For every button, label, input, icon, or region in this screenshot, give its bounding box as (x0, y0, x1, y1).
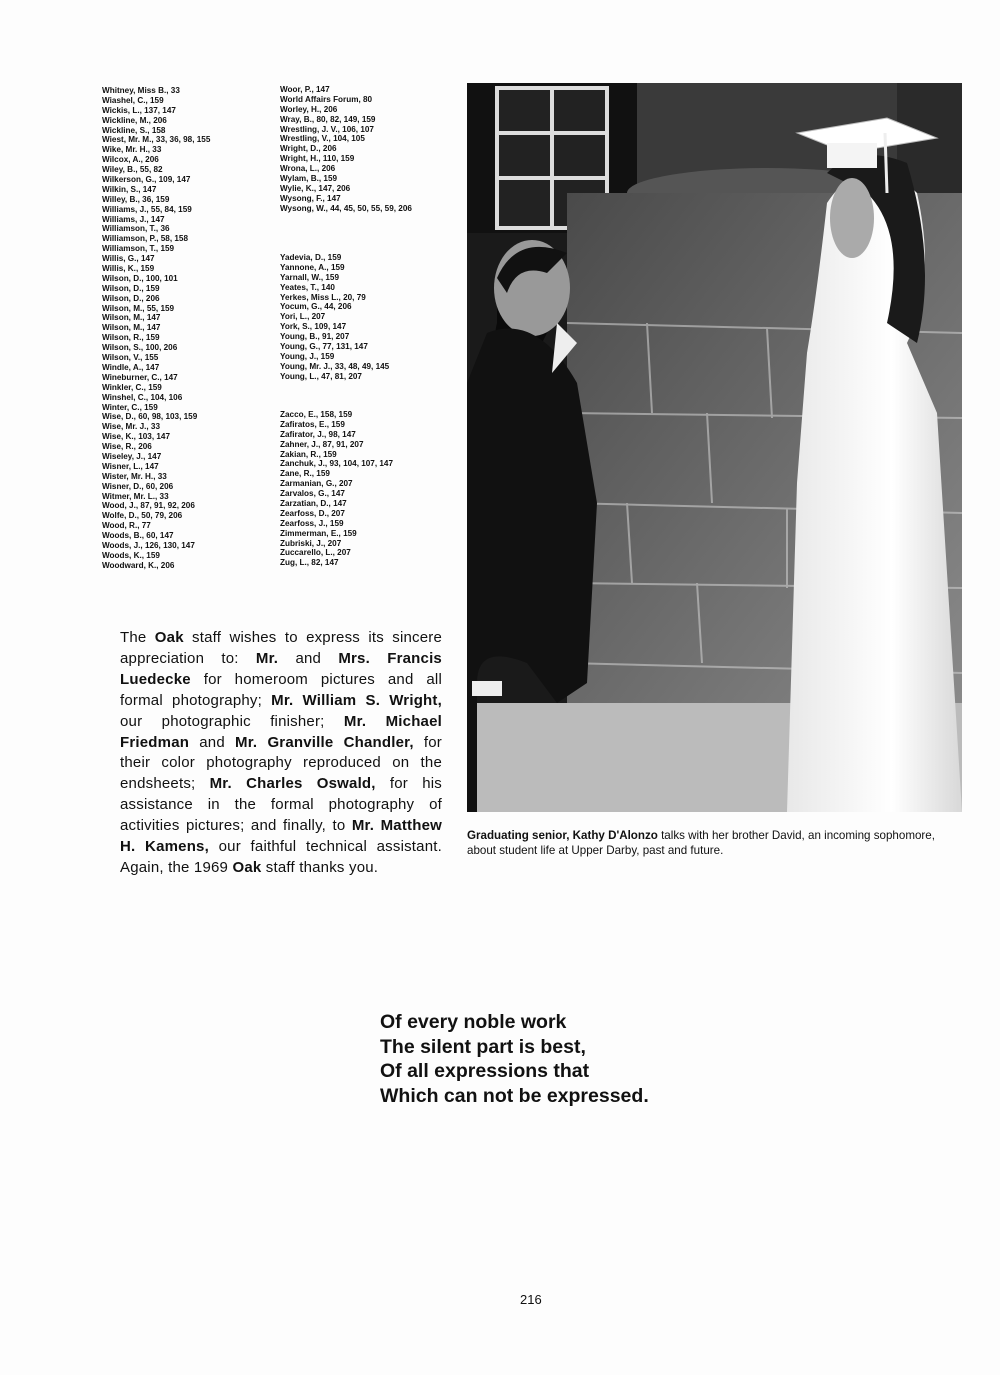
index-entry: Zafiratos, E., 159 (280, 418, 345, 429)
page-number: 216 (520, 1292, 542, 1307)
index-entry: Wood, J., 87, 91, 92, 206 (102, 500, 195, 511)
index-entry: Worley, H., 206 (280, 103, 338, 114)
index-entry: Wilson, M., 147 (102, 322, 161, 333)
index-entry: Wrestling, J. V., 106, 107 (280, 123, 374, 134)
acknowledgement-text: for their color photography reproduced on the endsheets; (120, 733, 442, 793)
acknowledged-name: Mrs. Francis Luedecke (120, 649, 442, 688)
index-entry: Wrona, L., 206 (280, 163, 336, 174)
index-entry: Young, J., 159 (280, 350, 335, 361)
index-entry: Wilson, D., 206 (102, 292, 160, 303)
index-entry: Zarzatian, D., 147 (280, 498, 347, 509)
index-entry: Young, G., 77, 131, 147 (280, 341, 368, 352)
index-entry: Whitney, Miss B., 33 (102, 85, 180, 95)
acknowledgement-text: The (120, 629, 155, 646)
acknowledgement-text: staff thanks you. (261, 858, 379, 876)
acknowledged-name: Mr. Michael Friedman (120, 712, 443, 751)
acknowledgement-text: our faithful technical assistant. Again, the 1969 (120, 838, 442, 876)
index-entry: Zarmanian, G., 207 (280, 478, 353, 489)
acknowledgement-paragraph (120, 628, 442, 879)
acknowledged-name: Mr. Matthew H. Kamens, (120, 817, 442, 856)
index-entry: Young, B., 91, 207 (280, 331, 350, 342)
index-entry: Zubriski, J., 207 (280, 537, 342, 548)
index-entry: Williams, J., 55, 84, 159 (102, 203, 192, 214)
index-entry: Zane, R., 159 (280, 468, 330, 479)
index-entry: Wise, K., 103, 147 (102, 431, 171, 442)
index-entry: Wright, D., 206 (280, 143, 337, 154)
index-entry: Williamson, P., 58, 158 (102, 233, 189, 244)
index-entry: Wilson, R., 159 (102, 332, 160, 343)
index-entry: Zuccarello, L., 207 (280, 547, 351, 558)
index-entry: Zimmerman, E., 159 (280, 527, 357, 538)
index-column-2-y (280, 253, 389, 382)
index-entry: Wylam, B., 159 (280, 173, 338, 184)
index-entry: Wilkerson, G., 109, 147 (102, 174, 191, 185)
index-entry: Windle, A., 147 (102, 361, 160, 372)
index-entry: Wise, R., 206 (102, 441, 152, 452)
index-entry: York, S., 109, 147 (280, 321, 347, 332)
index-entry: Wisner, D., 60, 206 (102, 480, 174, 491)
index-entry: Young, Mr. J., 33, 48, 49, 145 (280, 360, 390, 371)
photo-caption (467, 828, 967, 858)
acknowledgement-text: for homeroom pictures and all formal photography; (120, 670, 442, 709)
index-entry: Yori, L., 207 (280, 311, 326, 322)
index-entry: World Affairs Forum, 80 (280, 93, 373, 104)
index-entry: Wickline, S., 158 (102, 124, 166, 135)
index-entry: Williamson, T., 159 (102, 243, 175, 254)
index-entry: Williams, J., 147 (102, 213, 165, 224)
index-entry: Wylie, K., 147, 206 (280, 182, 351, 193)
index-entry: Zakian, R., 159 (280, 448, 337, 459)
index-entry: Zafirator, J., 98, 147 (280, 428, 356, 439)
poem (380, 1010, 649, 1108)
poem-line: Of every noble work (380, 1011, 567, 1033)
index-column-2-w (280, 85, 412, 214)
index-entry: Wilson, D., 159 (102, 282, 160, 293)
index-entry: Witmer, Mr. L., 33 (102, 490, 169, 501)
acknowledgement-text: and (278, 649, 339, 667)
index-entry: Yerkes, Miss L., 20, 79 (280, 291, 366, 302)
index-entry: Wright, H., 110, 159 (280, 153, 355, 164)
caption-text: talks with her brother David, an incoming sophomore, about student life at Upper Darby, past and future. (467, 829, 935, 857)
index-entry: Woods, B., 60, 147 (102, 530, 174, 541)
acknowledged-name: Oak (154, 629, 184, 646)
acknowledged-name: Mr. Charles Oswald, (209, 775, 376, 793)
acknowledged-name: Mr. William S. Wright, (271, 691, 442, 709)
index-entry: Woods, J., 126, 130, 147 (102, 539, 195, 550)
index-entry: Wike, Mr. H., 33 (102, 144, 162, 155)
index-entry: Yadevia, D., 159 (280, 252, 342, 262)
index-entry: Zearfoss, J., 159 (280, 517, 344, 528)
index-entry: Wolfe, D., 50, 79, 206 (102, 510, 183, 521)
index-entry: Williamson, T., 36 (102, 223, 170, 234)
acknowledged-name: Oak (232, 858, 262, 876)
index-entry: Yeates, T., 140 (280, 281, 335, 292)
caption-bold: Graduating senior, Kathy D'Alonzo (467, 829, 658, 842)
index-entry: Willis, G., 147 (102, 253, 155, 264)
acknowledgement-text: for his assistance in the formal photography of activities pictures; and finally, to (120, 775, 442, 835)
index-entry: Zearfoss, D., 207 (280, 507, 345, 518)
index-entry: Willey, B., 36, 159 (102, 193, 170, 204)
index-entry: Young, L., 47, 81, 207 (280, 370, 362, 381)
index-entry: Wrestling, V., 104, 105 (280, 133, 365, 144)
index-entry: Wilson, M., 55, 159 (102, 302, 175, 313)
index-entry: Woods, K., 159 (102, 549, 160, 560)
index-entry: Winkler, C., 159 (102, 381, 162, 392)
index-column-1 (102, 86, 210, 571)
poem-line: The silent part is best, (380, 1035, 586, 1058)
acknowledged-name: Mr. (255, 649, 279, 667)
graduation-photo (467, 83, 962, 812)
poem-line: Of all expressions that (380, 1060, 590, 1082)
index-entry: Wilson, D., 100, 101 (102, 272, 178, 283)
index-entry: Wiashel, C., 159 (102, 94, 164, 105)
index-entry: Wiest, Mr. M., 33, 36, 98, 155 (102, 134, 211, 145)
acknowledgement-text: staff wishes to express its sincere appreciation to: (120, 629, 442, 667)
poem-line: Which can not be expressed. (380, 1084, 649, 1107)
index-entry: Zug, L., 82, 147 (280, 557, 339, 568)
index-entry: Wray, B., 80, 82, 149, 159 (280, 113, 376, 124)
index-entry: Wise, Mr. J., 33 (102, 421, 161, 432)
index-entry: Yarnall, W., 159 (280, 271, 340, 282)
index-entry: Wiley, B., 55, 82 (102, 164, 163, 175)
index-entry: Wysong, F., 147 (280, 192, 341, 203)
index-entry: Wister, Mr. H., 33 (102, 470, 167, 481)
index-entry: Winter, C., 159 (102, 401, 158, 412)
index-entry: Wilson, V., 155 (102, 352, 159, 363)
index-entry: Zanchuk, J., 93, 104, 107, 147 (280, 458, 394, 469)
index-entry: Yocum, G., 44, 206 (280, 301, 352, 312)
index-entry: Wise, D., 60, 98, 103, 159 (102, 411, 198, 422)
index-entry: Wisner, L., 147 (102, 460, 159, 471)
index-entry: Wysong, W., 44, 45, 50, 55, 59, 206 (280, 202, 412, 213)
index-entry: Zacco, E., 158, 159 (280, 409, 353, 419)
index-entry: Zahner, J., 87, 91, 207 (280, 438, 364, 449)
acknowledged-name: Mr. Granville Chandler, (235, 733, 414, 751)
index-entry: Wickis, L., 137, 147 (102, 104, 176, 115)
index-entry: Woor, P., 147 (280, 84, 330, 94)
index-entry: Wineburner, C., 147 (102, 371, 178, 382)
index-entry: Winshel, C., 104, 106 (102, 391, 183, 402)
acknowledgement-text: and (189, 733, 236, 751)
index-entry: Wood, R., 77 (102, 520, 151, 531)
index-entry: Wilson, M., 147 (102, 312, 161, 323)
index-entry: Woodward, K., 206 (102, 559, 175, 570)
acknowledgement-text: our photographic finisher; (120, 712, 344, 730)
index-entry: Wilcox, A., 206 (102, 154, 159, 165)
index-entry: Yannone, A., 159 (280, 261, 345, 272)
index-entry: Wiseley, J., 147 (102, 450, 162, 461)
index-entry: Willis, K., 159 (102, 263, 155, 274)
index-entry: Wickline, M., 206 (102, 114, 167, 125)
index-entry: Wilson, S., 100, 206 (102, 342, 178, 353)
index-entry: Wilkin, S., 147 (102, 183, 157, 194)
index-entry: Zarvalos, G., 147 (280, 488, 345, 499)
index-column-2-z (280, 410, 393, 568)
